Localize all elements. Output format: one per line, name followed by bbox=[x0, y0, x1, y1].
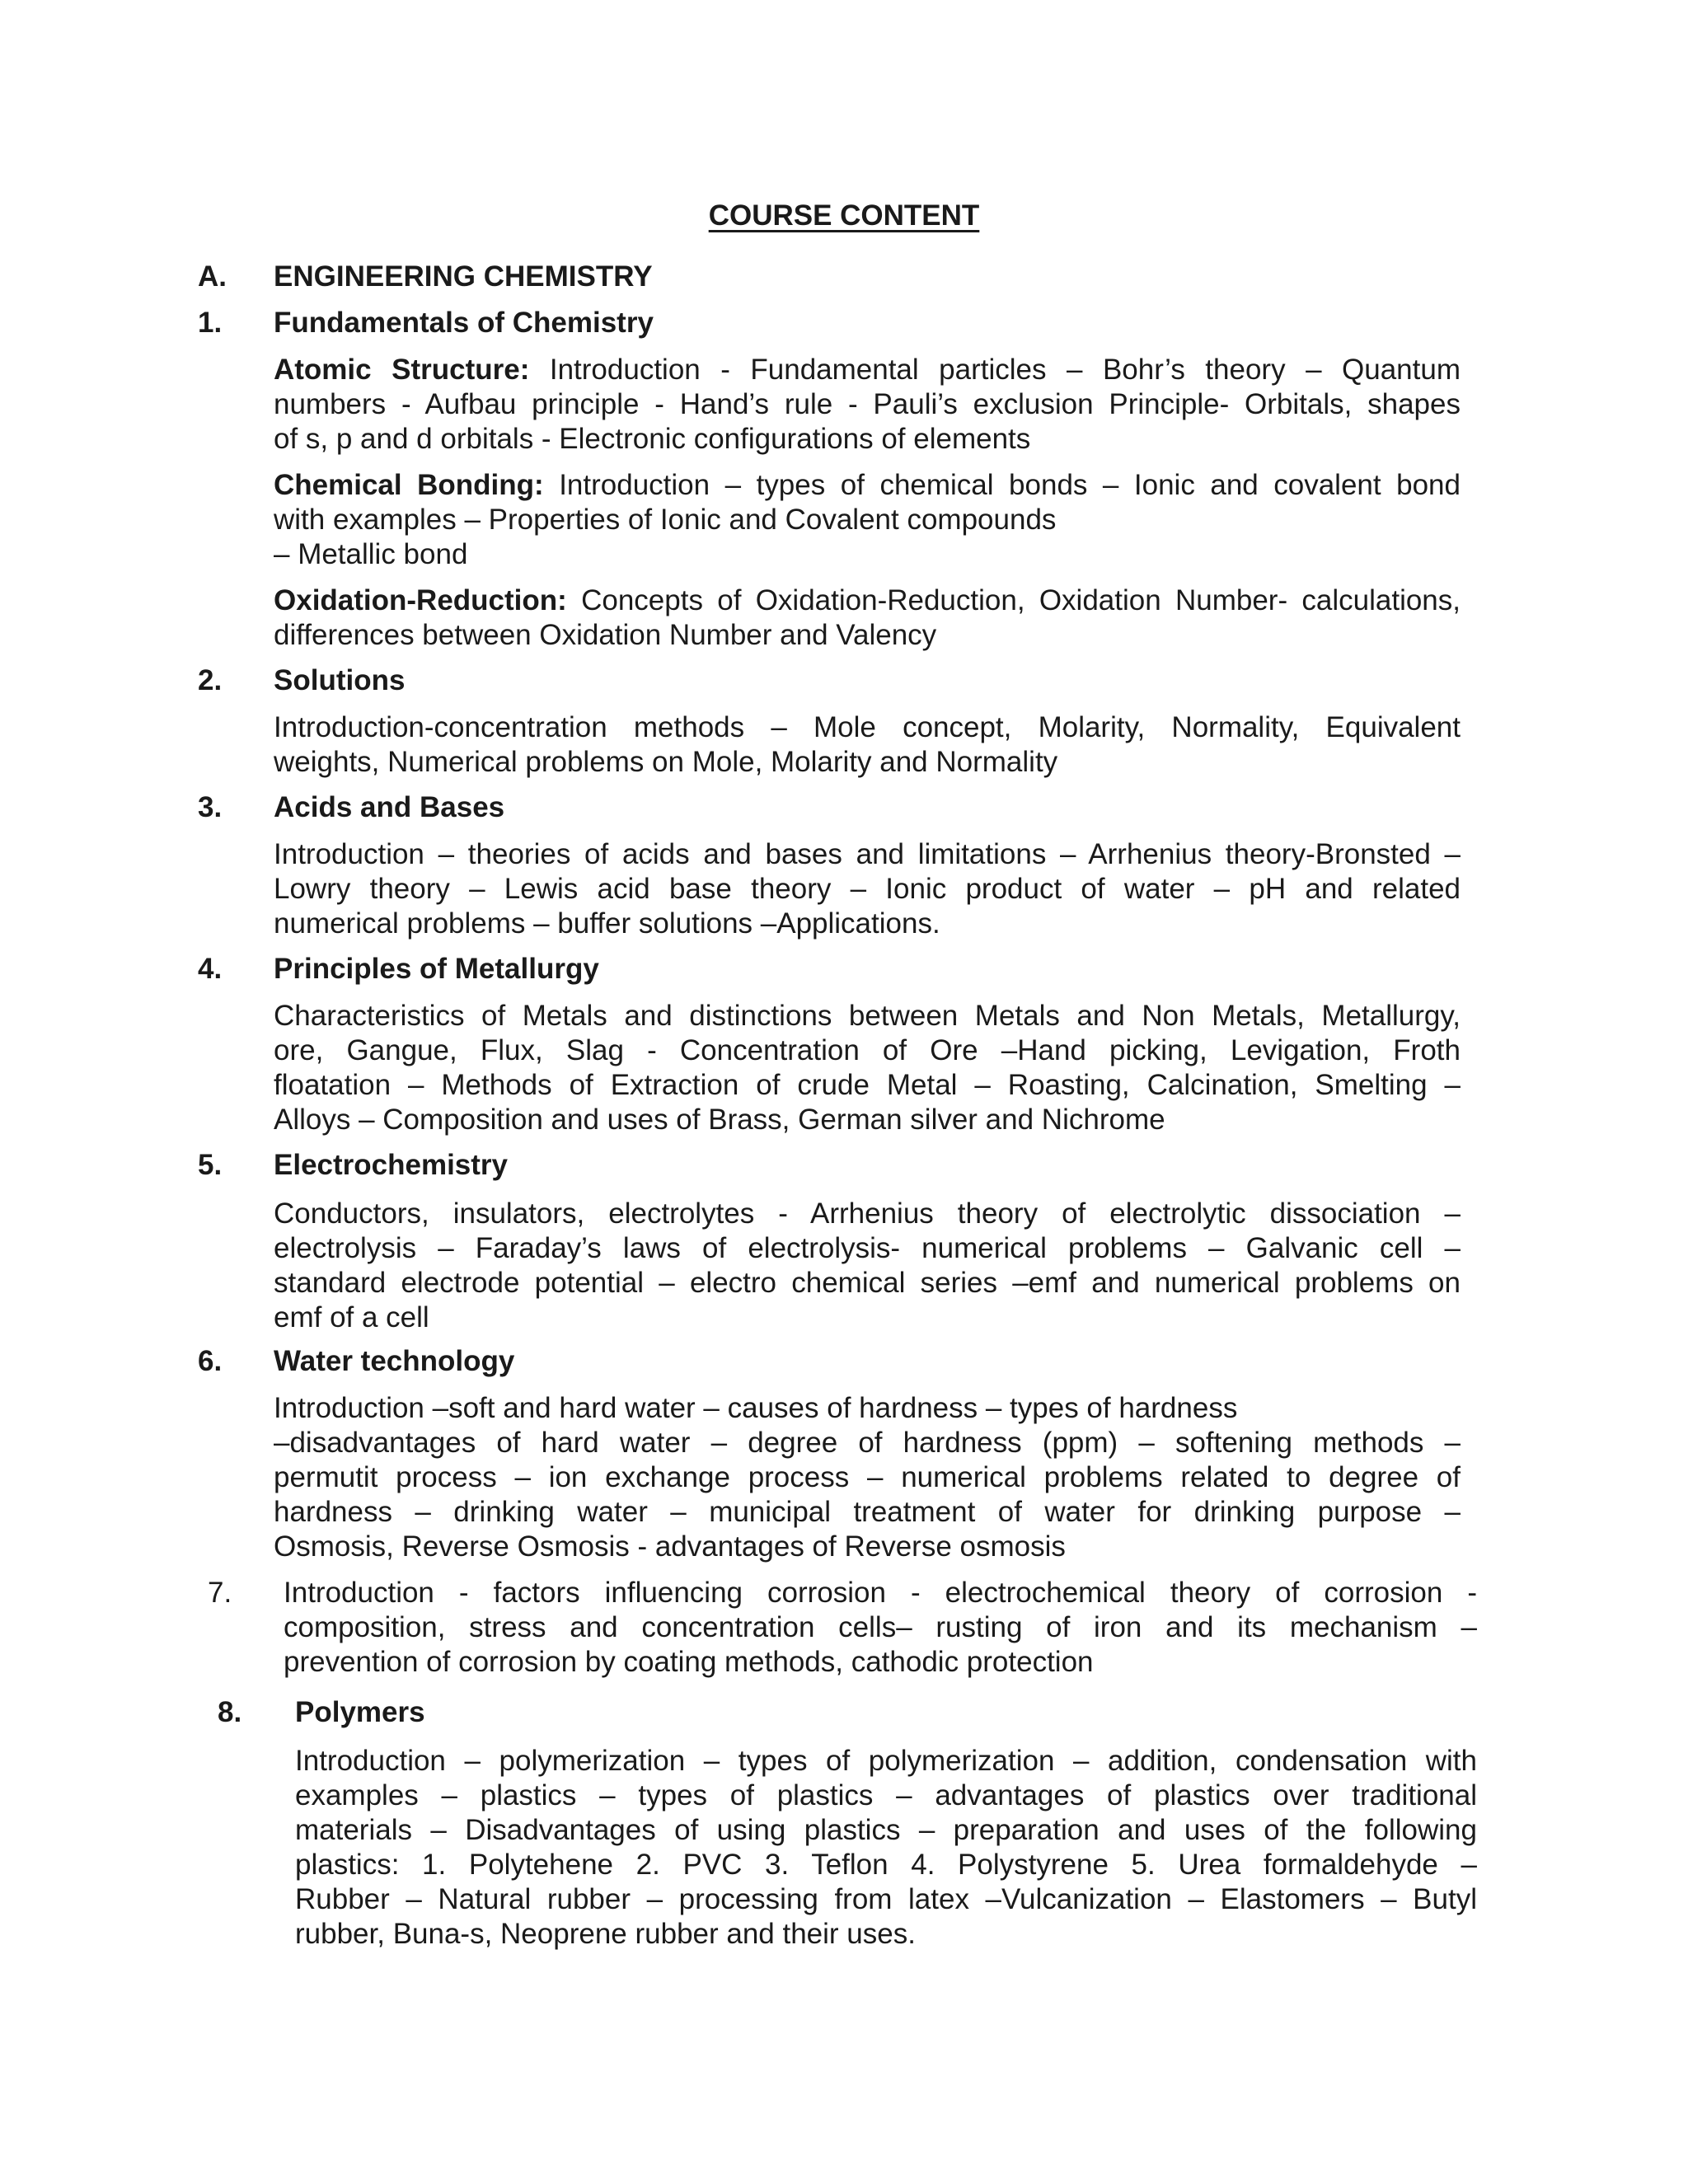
unit-number: 1. bbox=[198, 307, 223, 339]
paragraph-line: emf of a cell bbox=[274, 1301, 429, 1333]
paragraph-line: Osmosis, Reverse Osmosis - advantages of Reverse osmosis bbox=[274, 1530, 1066, 1563]
paragraph-solutions bbox=[274, 710, 1461, 780]
paragraph-corrosion bbox=[284, 1576, 1477, 1680]
paragraph-line: Introduction –soft and hard water – causes of hardness – types of hardness bbox=[274, 1392, 1238, 1424]
paragraph-line: electrolysis – Faraday’s laws of electrolysis- numerical problems – Galvanic cell – bbox=[274, 1232, 1461, 1264]
paragraph-line: Characteristics of Metals and distinctions between Metals and Non Metals, Metallurgy, bbox=[274, 1000, 1461, 1032]
unit-title: Principles of Metallurgy bbox=[274, 953, 599, 985]
unit-number-7: 7. bbox=[208, 1577, 232, 1609]
paragraph-line: with examples – Properties of Ionic and Covalent compounds bbox=[274, 504, 1057, 536]
unit-title: Fundamentals of Chemistry bbox=[274, 307, 654, 339]
paragraph-line: Introduction – polymerization – types of polymerization – addition, condensation with bbox=[295, 1745, 1477, 1777]
paragraph-label: Chemical Bonding: bbox=[274, 469, 544, 501]
paragraph-line: Alloys – Composition and uses of Brass, German silver and Nichrome bbox=[274, 1104, 1165, 1136]
paragraph-line: rubber, Buna-s, Neoprene rubber and their uses. bbox=[295, 1918, 916, 1950]
paragraph-line: floatation – Methods of Extraction of crude Metal – Roasting, Calcination, Smelting – bbox=[274, 1069, 1461, 1101]
paragraph-line: ore, Gangue, Flux, Slag - Concentration of Ore –Hand picking, Levigation, Froth bbox=[274, 1034, 1461, 1066]
page-title: COURSE CONTENT bbox=[708, 199, 980, 232]
paragraph-line: Introduction – theories of acids and bases and limitations – Arrhenius theory-Bronsted – bbox=[274, 838, 1461, 870]
paragraph-line: standard electrode potential – electro chemical series –emf and numerical problems on bbox=[274, 1267, 1461, 1299]
paragraph-line: Lowry theory – Lewis acid base theory – Ionic product of water – pH and related bbox=[274, 873, 1461, 905]
paragraph-water-technology bbox=[274, 1391, 1461, 1564]
unit-title: Electrochemistry bbox=[274, 1149, 509, 1181]
paragraph-line: Introduction - Fundamental particles – Bohr’s theory – Quantum bbox=[529, 354, 1461, 386]
paragraph-line: Conductors, insulators, electrolytes - Arrhenius theory of electrolytic dissociation – bbox=[274, 1197, 1461, 1230]
unit-number: 5. bbox=[198, 1149, 223, 1181]
paragraph-line: Introduction - factors influencing corrosion - electrochemical theory of corrosion - bbox=[284, 1577, 1477, 1609]
paragraph-line: plastics: 1. Polytehene 2. PVC 3. Teflon 4. Polystyrene 5. Urea formaldehyde – bbox=[295, 1849, 1477, 1881]
paragraph-line: Introduction – types of chemical bonds – Ionic and covalent bond bbox=[543, 469, 1461, 501]
paragraph-acids-bases bbox=[274, 837, 1461, 941]
paragraph-electrochemistry bbox=[274, 1197, 1461, 1335]
unit-number: 2. bbox=[198, 664, 223, 696]
paragraph-line: of s, p and d orbitals - Electronic configurations of elements bbox=[274, 423, 1031, 455]
paragraph-line: hardness – drinking water – municipal treatment of water for drinking purpose – bbox=[274, 1496, 1461, 1528]
unit-title: Acids and Bases bbox=[274, 791, 505, 823]
paragraph-line: –disadvantages of hard water – degree of hardness (ppm) – softening methods – bbox=[274, 1427, 1461, 1459]
section-letter: A. bbox=[198, 260, 227, 293]
paragraph-line: Introduction-concentration methods – Mole concept, Molarity, Normality, Equivalent bbox=[274, 711, 1461, 743]
paragraph-atomic-structure bbox=[274, 353, 1461, 457]
unit-number: 4. bbox=[198, 953, 223, 985]
paragraph-line: Rubber – Natural rubber – processing from latex –Vulcanization – Elastomers – Butyl bbox=[295, 1883, 1477, 1915]
paragraph-oxidation-reduction bbox=[274, 583, 1461, 653]
paragraph-line: numerical problems – buffer solutions –Applications. bbox=[274, 907, 940, 940]
unit-title: Polymers bbox=[295, 1696, 425, 1728]
paragraph-metallurgy bbox=[274, 999, 1461, 1137]
unit-number: 3. bbox=[198, 791, 223, 823]
paragraph-label: Oxidation-Reduction: bbox=[274, 584, 567, 616]
paragraph-line: examples – plastics – types of plastics – advantages of plastics over traditional bbox=[295, 1779, 1477, 1811]
unit-title: Water technology bbox=[274, 1345, 515, 1377]
paragraph-line: Concepts of Oxidation-Reduction, Oxidation Number- calculations, bbox=[566, 584, 1461, 616]
paragraph-line: weights, Numerical problems on Mole, Molarity and Normality bbox=[274, 746, 1058, 778]
paragraph-line: – Metallic bond bbox=[274, 538, 468, 570]
unit-number: 8. bbox=[218, 1696, 242, 1728]
paragraph-line: materials – Disadvantages of using plastics – preparation and uses of the following bbox=[295, 1814, 1477, 1846]
paragraph-polymers bbox=[295, 1744, 1477, 1952]
unit-number: 6. bbox=[198, 1345, 223, 1377]
paragraph-line: differences between Oxidation Number and Valency bbox=[274, 619, 937, 651]
paragraph-label: Atomic Structure: bbox=[274, 354, 530, 386]
paragraph-chemical-bonding bbox=[274, 468, 1461, 572]
paragraph-line: composition, stress and concentration cells– rusting of iron and its mechanism – bbox=[284, 1611, 1477, 1643]
section-name: ENGINEERING CHEMISTRY bbox=[274, 260, 653, 293]
paragraph-line: numbers - Aufbau principle - Hand’s rule - Pauli’s exclusion Principle- Orbitals, shapes bbox=[274, 388, 1461, 420]
paragraph-line: prevention of corrosion by coating methods, cathodic protection bbox=[284, 1646, 1094, 1678]
unit-title: Solutions bbox=[274, 664, 406, 696]
paragraph-line: permutit process – ion exchange process – numerical problems related to degree of bbox=[274, 1461, 1461, 1493]
